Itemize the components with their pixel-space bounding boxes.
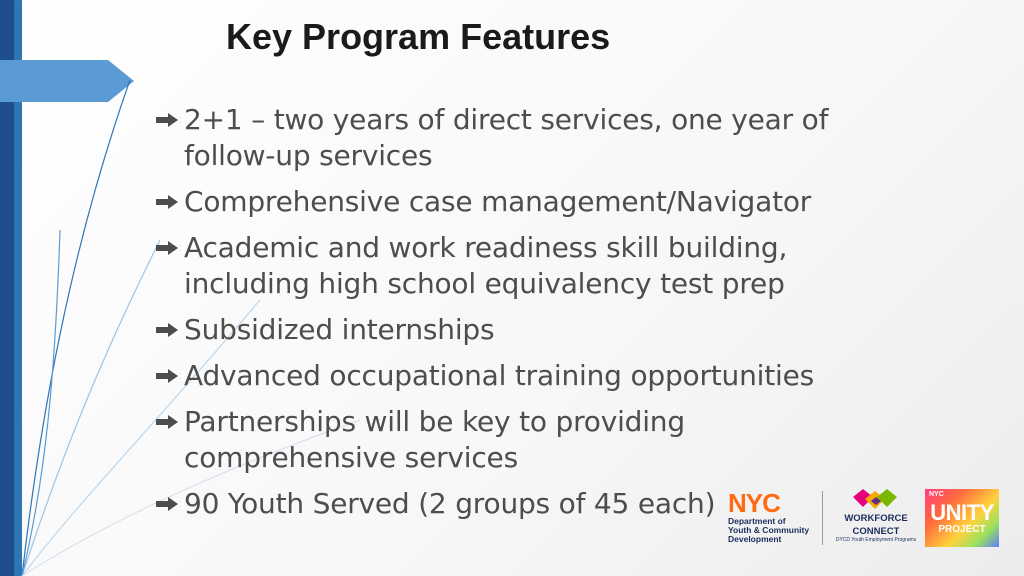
bullet-text: 90 Youth Served (2 groups of 45 each)	[184, 487, 716, 520]
page-title: Key Program Features	[226, 16, 611, 57]
nyc-wordmark: NYC	[728, 488, 780, 518]
arrow-right-icon	[156, 184, 184, 220]
list-item	[156, 102, 876, 174]
bullet-text: Partnerships will be key to providing comprehensive services	[184, 405, 685, 474]
logo-divider	[822, 491, 823, 545]
unity-subtitle: PROJECT	[938, 523, 986, 535]
unity-project-logo	[925, 489, 999, 547]
dycd-line-2: Youth & Community	[728, 525, 810, 535]
workforce-line-3: DYCD Youth Employment Programs	[835, 537, 917, 543]
list-item	[156, 358, 876, 394]
unity-wordmark: UNITY	[930, 499, 994, 525]
bullet-text: Advanced occupational training opportunities	[184, 359, 814, 392]
list-item	[156, 184, 876, 220]
workforce-connect-logo	[833, 489, 919, 547]
arrow-right-icon	[156, 312, 184, 348]
list-item	[156, 230, 876, 302]
nyc-dycd-logo	[728, 489, 812, 547]
arrow-right-icon	[156, 404, 184, 440]
bullet-text: 2+1 – two years of direct services, one year of follow-up services	[184, 103, 829, 172]
arrow-right-icon	[156, 102, 184, 138]
arrow-right-icon	[156, 358, 184, 394]
dycd-line-3: Development	[728, 534, 782, 544]
partner-logos	[728, 488, 999, 548]
bullet-text: Academic and work readiness skill building, including high school equivalency test prep	[184, 231, 788, 300]
workforce-line-2: CONNECT	[852, 526, 900, 537]
arrow-right-icon	[156, 230, 184, 266]
bullet-text: Subsidized internships	[184, 313, 495, 346]
unity-prefix: NYC	[929, 491, 944, 498]
feature-list	[156, 102, 876, 532]
title-arrow-banner	[0, 60, 134, 102]
workforce-hearts-icon	[851, 489, 901, 511]
workforce-line-1: WORKFORCE	[844, 513, 908, 524]
list-item	[156, 312, 876, 348]
bullet-text: Comprehensive case management/Navigator	[184, 185, 812, 218]
dycd-line-1: Department of	[728, 516, 786, 526]
list-item	[156, 404, 876, 476]
arrow-right-icon	[156, 486, 184, 522]
